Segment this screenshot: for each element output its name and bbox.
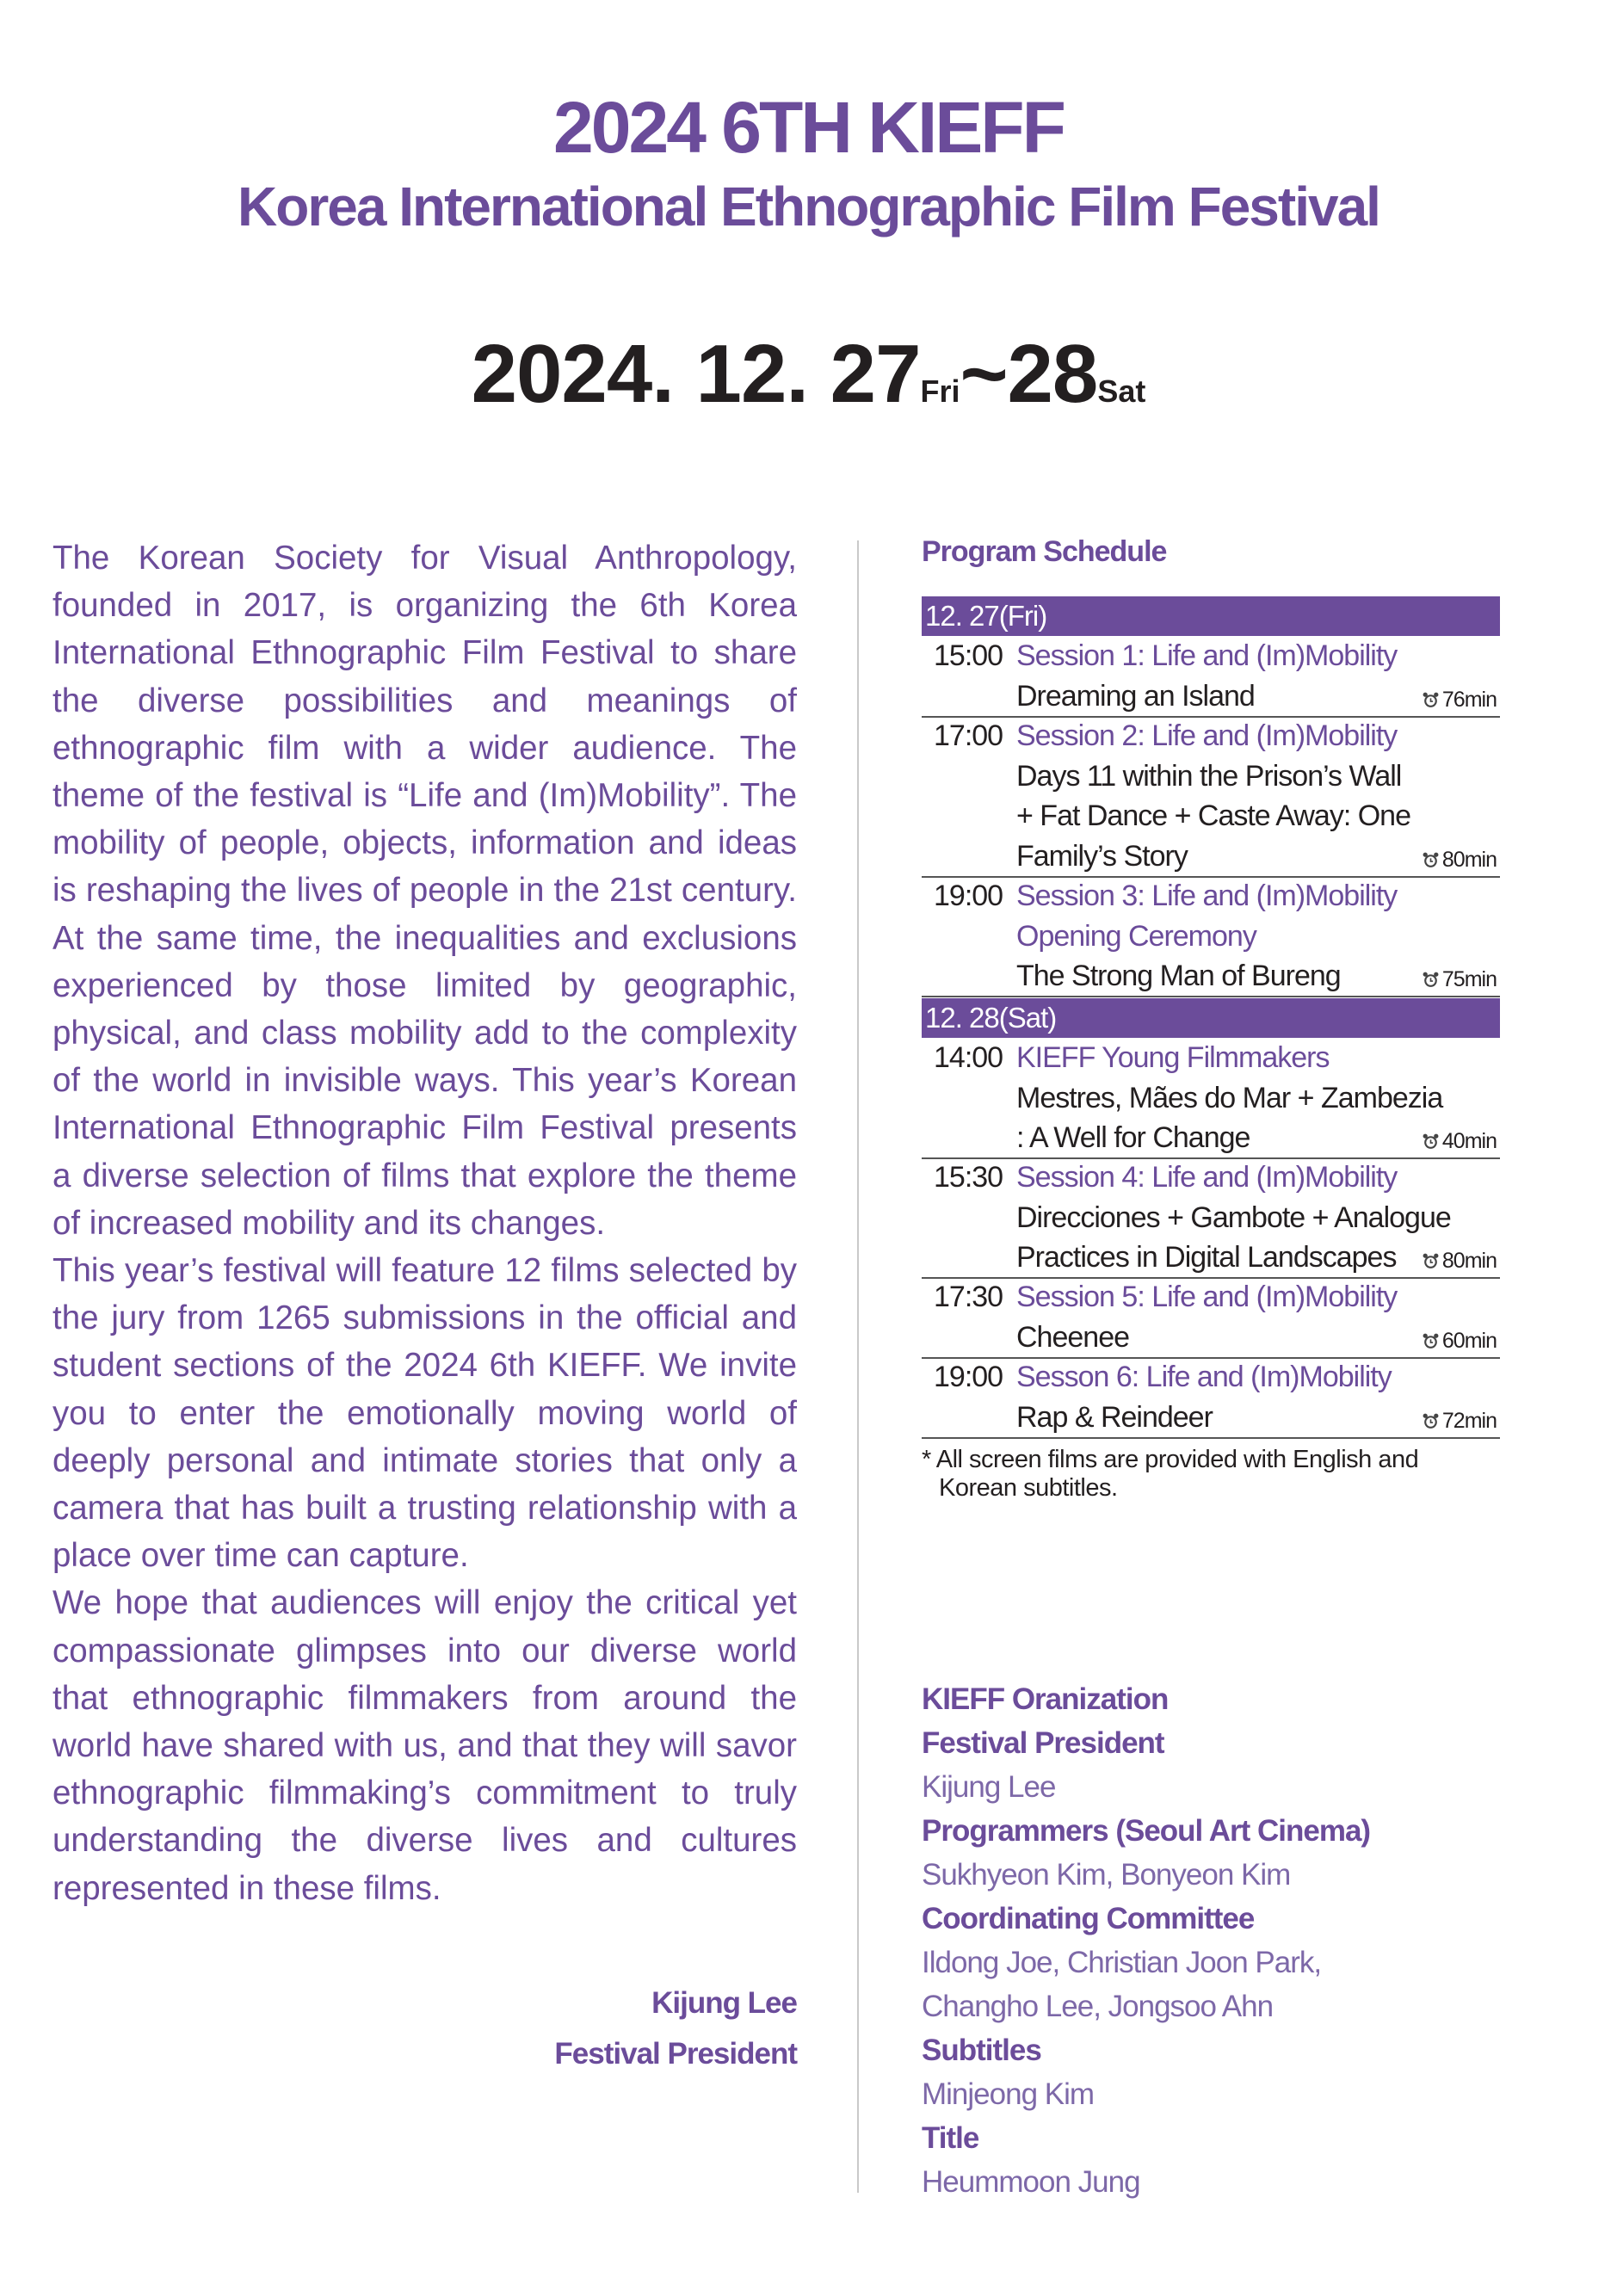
organization-credits xyxy=(922,1677,1524,2204)
schedule-title: Program Schedule xyxy=(922,535,1167,568)
item-duration: 60min xyxy=(1422,1329,1497,1354)
item-duration: 72min xyxy=(1422,1409,1497,1434)
item-session: Session 2: Life and (Im)Mobility xyxy=(1016,719,1398,752)
schedule-item xyxy=(922,876,1500,997)
org-names: Sukhyeon Kim, Bonyeon Kim xyxy=(922,1858,1291,1892)
item-film: Practices in Digital Landscapes xyxy=(1016,1241,1397,1274)
item-film: Mestres, Mães do Mar + Zambezia xyxy=(1016,1081,1443,1114)
item-time: 19:00 xyxy=(934,880,1003,912)
alarm-clock-icon xyxy=(1422,971,1440,989)
alarm-clock-icon xyxy=(1422,1252,1440,1270)
alarm-clock-icon xyxy=(1422,1412,1440,1430)
item-time: 14:00 xyxy=(934,1041,1003,1074)
intro-paragraph-2: This year’s festival will feature 12 films selected by the jury from 1265 submissions in the official and student sections of the 2024 6th KIEFF. We invite you to enter the emotionally moving world of deeply personal and intimate stories that only a camera that has built a trusting relationship with a place over time can capture. xyxy=(52,1252,797,1575)
item-session: Session 4: Life and (Im)Mobility xyxy=(1016,1161,1398,1194)
org-role: Festival President xyxy=(922,1726,1164,1760)
org-role: Subtitles xyxy=(922,2034,1041,2067)
org-names: Ildong Joe, Christian Joon Park, xyxy=(922,1946,1322,1979)
date-end-day: Sat xyxy=(1097,373,1146,409)
item-duration: 80min xyxy=(1422,848,1497,873)
date-start: 2024. 12. 27 xyxy=(471,328,921,420)
item-film: The Strong Man of Bureng xyxy=(1016,960,1341,992)
org-names: Minjeong Kim xyxy=(922,2077,1095,2111)
item-time: 15:30 xyxy=(934,1161,1003,1194)
item-film: + Fat Dance + Caste Away: One xyxy=(1016,799,1410,832)
date-start-day: Fri xyxy=(920,373,960,409)
festival-dates xyxy=(0,327,1617,422)
alarm-clock-icon xyxy=(1422,691,1440,709)
item-film: Cheenee xyxy=(1016,1320,1130,1354)
org-role: Title xyxy=(922,2121,979,2155)
festival-title: 2024 6TH KIEFF xyxy=(553,87,1064,168)
org-names: Changho Lee, Jongsoo Ahn xyxy=(922,1990,1274,2023)
item-session: KIEFF Young Filmmakers xyxy=(1016,1041,1330,1074)
item-time: 15:00 xyxy=(934,639,1003,672)
item-film: Days 11 within the Prison’s Wall xyxy=(1016,759,1402,793)
day-header-2: 12. 28(Sat) xyxy=(922,998,1500,1038)
item-time: 17:30 xyxy=(934,1281,1003,1313)
item-duration: 76min xyxy=(1422,688,1497,713)
signature-role: Festival President xyxy=(554,2037,797,2071)
schedule-item xyxy=(922,636,1500,718)
item-film: Dreaming an Island xyxy=(1016,679,1255,713)
schedule-item xyxy=(922,1357,1500,1439)
note-line-1: * All screen films are provided with English and xyxy=(922,1446,1419,1473)
page-header xyxy=(0,86,1617,241)
item-film: Rap & Reindeer xyxy=(1016,1400,1213,1434)
schedule-item xyxy=(922,716,1500,878)
schedule-item xyxy=(922,1157,1500,1279)
org-role: Coordinating Committee xyxy=(922,1902,1255,1935)
item-duration: 75min xyxy=(1422,967,1497,992)
signature-name: Kijung Lee xyxy=(651,1986,797,2020)
org-title: KIEFF Oranization xyxy=(922,1682,1169,1716)
org-names: Kijung Lee xyxy=(922,1770,1056,1804)
schedule-item xyxy=(922,1277,1500,1359)
alarm-clock-icon xyxy=(1422,1133,1440,1151)
item-time: 19:00 xyxy=(934,1361,1003,1393)
org-names: Heummoon Jung xyxy=(922,2165,1140,2199)
item-duration: 40min xyxy=(1422,1129,1497,1154)
item-session: Session 1: Life and (Im)Mobility xyxy=(1016,639,1398,672)
column-divider xyxy=(857,540,859,2193)
org-role: Programmers (Seoul Art Cinema) xyxy=(922,1814,1371,1848)
item-time: 17:00 xyxy=(934,719,1003,752)
alarm-clock-icon xyxy=(1422,1332,1440,1350)
item-film: Direcciones + Gambote + Analogue xyxy=(1016,1200,1451,1234)
note-line-2: Korean subtitles. xyxy=(939,1474,1118,1502)
intro-paragraph-1: The Korean Society for Visual Anthropology, founded in 2017, is organizing the 6th Korea International Ethnographic Film Festival to share the diverse possibilities and meanings of ethnographic film with a wider audience. The theme of the festival is “Life and (Im)Mobility”. The mobility of people, objects, information and ideas is reshaping the lives of people in the 21st century. At the same time, the inequalities and exclusions experienced by those limited by geographic, physical, and class mobility add to the complexity of the world in invisible ways. This year’s Korean International Ethnographic Film Festival presents a diverse selection of films that explore the theme of increased mobility and its changes. xyxy=(52,540,797,1242)
intro-text xyxy=(52,534,797,1912)
item-film: Family’s Story xyxy=(1016,839,1188,873)
item-film: : A Well for Change xyxy=(1016,1121,1250,1154)
date-end: ~28 xyxy=(960,328,1098,420)
intro-paragraph-3: We hope that audiences will enjoy the critical yet compassionate glimpses into our diverse world that ethnographic filmmakers from around the world have shared with us, and that they will savor ethnographic filmmaking’s commitment to truly understanding the diverse lives and cultures represented in these films. xyxy=(52,1584,797,1907)
item-session: Session 3: Life and (Im)Mobility xyxy=(1016,880,1398,912)
item-session: Session 5: Life and (Im)Mobility xyxy=(1016,1281,1398,1313)
alarm-clock-icon xyxy=(1422,851,1440,869)
item-session: Sesson 6: Life and (Im)Mobility xyxy=(1016,1361,1392,1393)
subtitle-note xyxy=(922,1446,1507,1503)
day-header-1: 12. 27(Fri) xyxy=(922,596,1500,636)
schedule-item xyxy=(922,1038,1500,1159)
item-duration: 80min xyxy=(1422,1249,1497,1274)
item-session: Opening Ceremony xyxy=(1016,919,1256,953)
festival-subtitle: Korea International Ethnographic Film Festival xyxy=(238,176,1379,238)
